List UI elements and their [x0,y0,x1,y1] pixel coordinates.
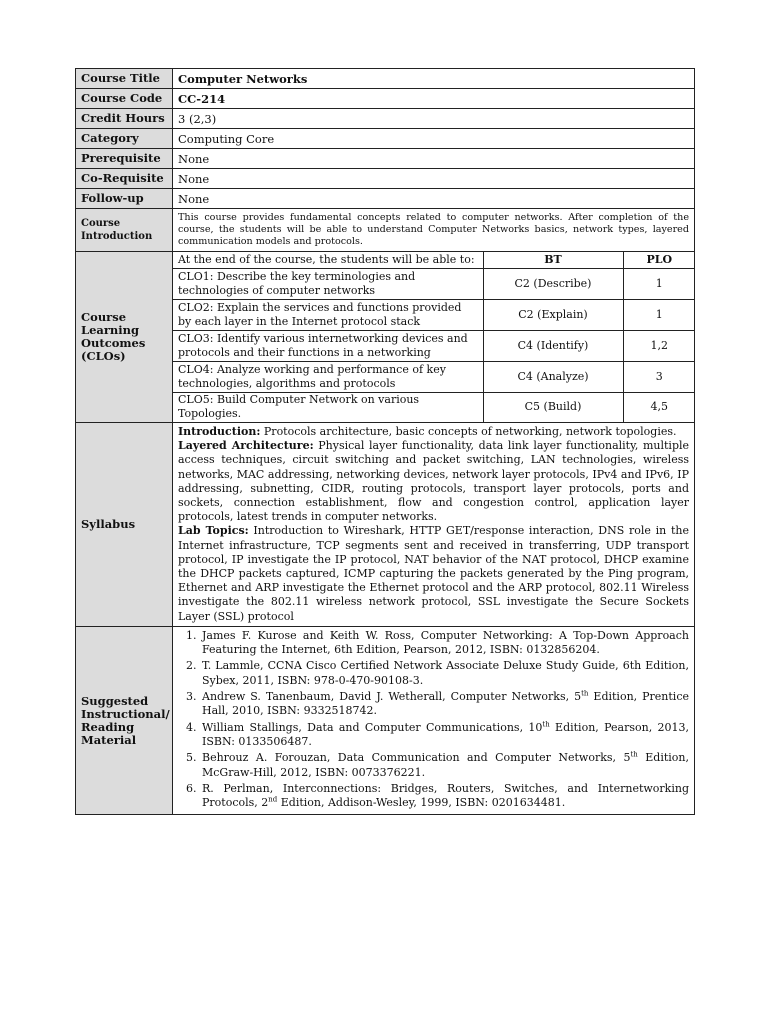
reference-sup: th [630,750,638,759]
row-co-requisite [76,169,695,189]
value-prerequisite: None [173,149,695,169]
label-credit-hours: Credit Hours [76,109,173,129]
row-credit-hours [76,109,695,129]
reference-list [173,627,694,815]
label-co-requisite: Co-Requisite [76,169,173,189]
course-outline-sheet [75,68,694,815]
syllabus-body: Introduction to Wireshark, HTTP GET/response interaction, DNS role in the Internet infrastructure, TCP segments sent and received in transferring, UDP transport protocol, IP investigate the IP protocol, NAT behavior of the NAT protocol, DHCP examine the DHCP packets captured, ICMP capturing the packets generated by the Ping program, Ethernet and ARP investigate the Ethernet protocol and the ARP protocol, 802.11 Wireless investigate the 802.11 wireless network protocol, SSL investigate the Secure Sockets Layer (SSL) protocol [178,524,689,623]
references-cell [173,626,695,815]
reference-text-end: Edition, Prentice Hall, 2010, ISBN: 9332518742. [202,690,689,718]
clo-bt: C5 (Build) [483,392,623,422]
reference-text: William Stallings, Data and Computer Communications, 10 [202,720,543,734]
value-category: Computing Core [173,129,695,149]
row-course-code [76,89,695,109]
row-course-introduction [76,209,695,252]
clo-header-row [173,252,695,268]
row-syllabus [76,423,695,627]
label-follow-up: Follow-up [76,189,173,209]
row-references [76,626,695,815]
clo-description: CLO5: Build Computer Network on various Topologies. [173,392,483,422]
row-category [76,129,695,149]
label-course-code: Course Code [76,89,173,109]
clo-description: CLO2: Explain the services and functions provided by each layer in the Internet protocol stack [173,299,483,330]
clo-header-bt: BT [483,252,623,268]
reference-text-end: Edition, McGraw-Hill, 2012, ISBN: 0073376221. [202,751,689,779]
clo-row [173,299,695,330]
label-clos: Course Learning Outcomes (CLOs) [76,252,173,423]
clo-header-plo: PLO [623,252,695,268]
reference-text: R. Perlman, Interconnections: Bridges, Routers, Switches, and Internetworking Protocols, 2 [202,781,689,810]
clo-row [173,268,695,299]
clo-bt: C2 (Describe) [483,268,623,299]
value-co-requisite: None [173,169,695,189]
reference-item [200,721,689,750]
clo-bt: C4 (Analyze) [483,361,623,392]
clo-header-lead: At the end of the course, the students will be able to: [173,252,483,268]
label-course-introduction: Course Introduction [76,209,173,252]
clo-cell [173,252,695,423]
syllabus-text [173,423,695,627]
reference-text: Behrouz A. Forouzan, Data Communication and Computer Networks, 5 [202,751,631,765]
reference-text: Andrew S. Tanenbaum, David J. Wetherall, Computer Networks, 5 [202,690,582,704]
syllabus-section [178,524,689,623]
value-credit-hours: 3 (2,3) [173,109,695,129]
row-course-title [76,69,695,89]
clo-table [173,252,695,422]
reference-item [200,782,689,811]
reference-sup: th [581,689,589,698]
clo-plo: 1 [623,268,695,299]
reference-text-end: Edition, Pearson, 2013, ISBN: 0133506487. [202,720,690,748]
clo-plo: 3 [623,361,695,392]
clo-description: CLO4: Analyze working and performance of key technologies, algorithms and protocols [173,361,483,392]
reference-item [200,690,689,719]
clo-bt: C4 (Identify) [483,330,623,361]
clo-row [173,361,695,392]
label-category: Category [76,129,173,149]
clo-row [173,330,695,361]
label-syllabus: Syllabus [76,423,173,627]
row-follow-up [76,189,695,209]
syllabus-body: Protocols architecture, basic concepts of networking, network topologies. [260,425,677,438]
reference-text: James F. Kurose and Keith W. Ross, Computer Networking: A Top-Down Approach Featuring the Internet, 6th Edition, Pearson, 2012, ISBN: 0132856204. [202,628,689,657]
reference-item [200,659,689,688]
reference-item [200,629,689,658]
row-prerequisite [76,149,695,169]
reference-sup: th [542,719,550,728]
syllabus-section [178,425,689,439]
value-course-code: CC-214 [173,89,695,109]
value-follow-up: None [173,189,695,209]
syllabus-section [178,439,689,524]
clo-plo: 1 [623,299,695,330]
clo-description: CLO3: Identify various internetworking devices and protocols and their functions in a networking [173,330,483,361]
clo-row [173,392,695,422]
clo-plo: 1,2 [623,330,695,361]
value-course-title: Computer Networks [173,69,695,89]
syllabus-heading: Layered Architecture: [178,439,314,453]
label-references: Suggested Instructional/ Reading Material [76,626,173,815]
reference-item [200,751,689,780]
row-clos [76,252,695,423]
clo-bt: C2 (Explain) [483,299,623,330]
syllabus-body: Physical layer functionality, data link layer functionality, multiple access techniques, circuit switching and packet switching, LAN technologies, wireless networks, MAC addressing, networking devices, network layer protocols, IPv4 and IPv6, IP addressing, subnetting, CIDR, routing protocols, transport layer protocols, ports and sockets, connection establishment, flow and congestion control, application layer protocols, latest trends in computer networks. [178,439,690,524]
reference-text: T. Lammle, CCNA Cisco Certified Network Associate Deluxe Study Guide, 6th Edition, Sybex, 2011, ISBN: 978-0-470-90108-3. [202,659,689,687]
clo-plo: 4,5 [623,392,695,422]
course-introduction-text: This course provides fundamental concepts related to computer networks. After completion of the course, the students will be able to understand Computer Networks basics, network types, layered communication models and protocols. [173,209,695,252]
reference-text-end: Edition, Addison-Wesley, 1999, ISBN: 0201634481. [277,796,566,810]
reference-sup: nd [268,795,278,804]
label-course-title: Course Title [76,69,173,89]
clo-description: CLO1: Describe the key terminologies and technologies of computer networks [173,268,483,299]
syllabus-heading: Lab Topics: [178,524,249,538]
course-outline-table [75,68,695,815]
label-prerequisite: Prerequisite [76,149,173,169]
syllabus-heading: Introduction: [178,425,261,438]
